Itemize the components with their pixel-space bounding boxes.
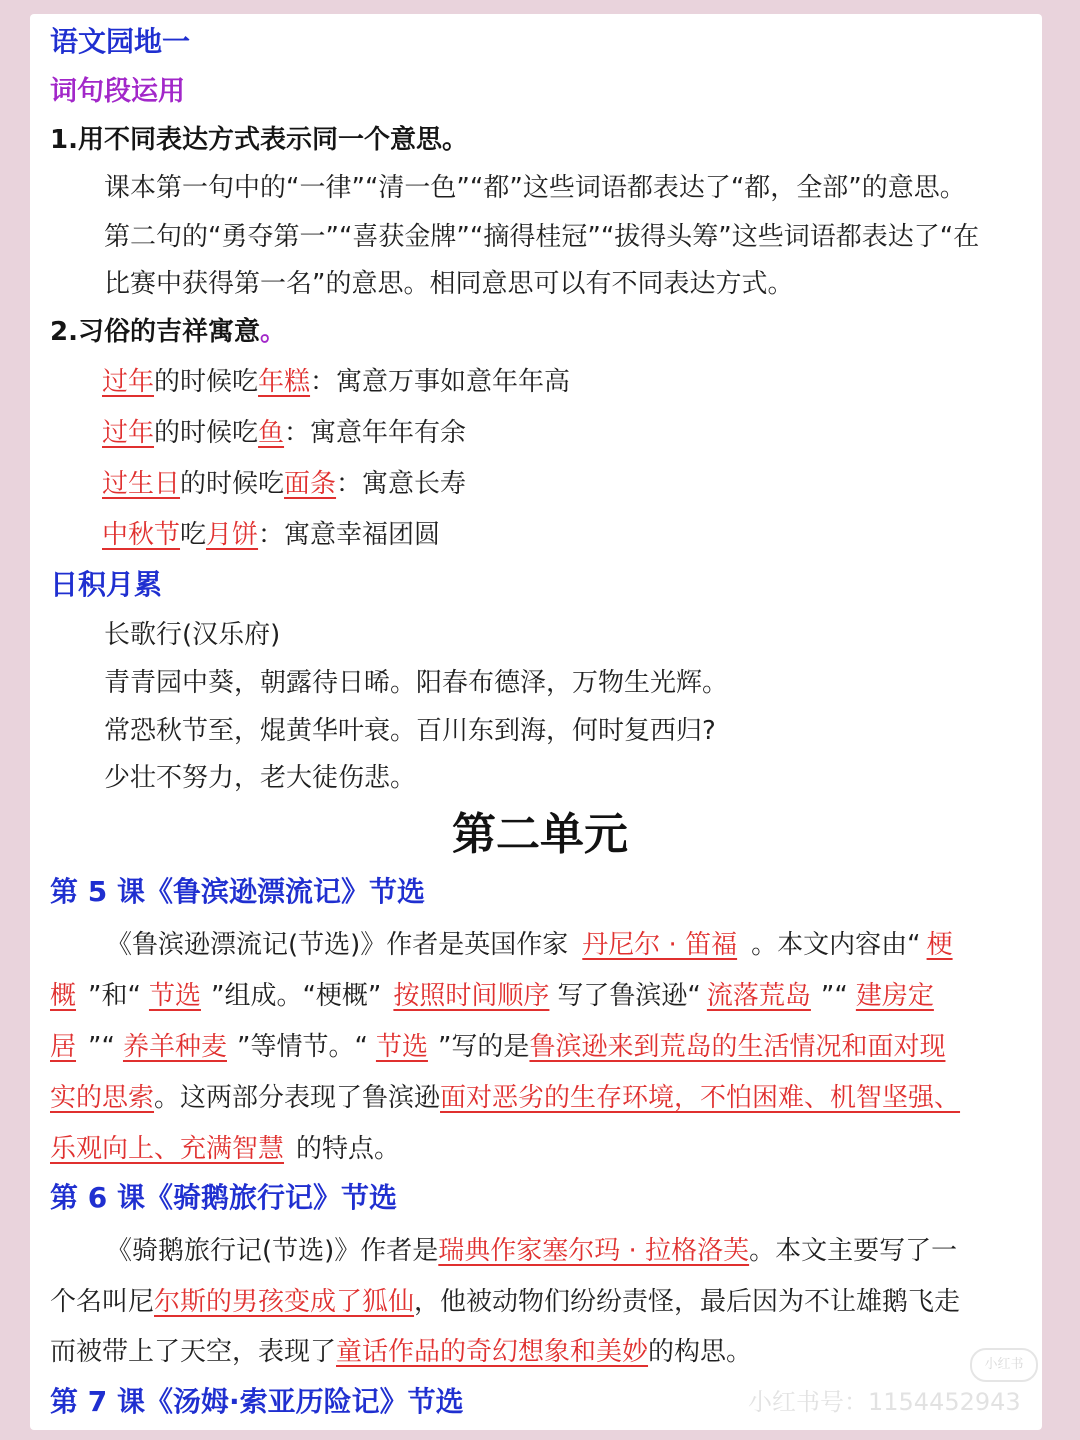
- watermark-logo: 小红书: [970, 1348, 1038, 1382]
- lesson-5-line: 《鲁滨逊漂流记(节选)》作者是英国作家 丹尼尔 · 笛福 。本文内容由“ 梗: [106, 930, 953, 960]
- subsection-title: 词句段运用: [50, 76, 185, 107]
- custom-item: 过年的时候吃鱼：寓意年年有余: [102, 418, 467, 448]
- watermark-text: 小红书号：1154452943: [748, 1388, 1021, 1416]
- accumulation-title: 日积月累: [50, 568, 163, 601]
- paragraph-line: 比赛中获得第一名”的意思。相同意思可以有不同表达方式。: [104, 269, 794, 299]
- poem-line: 青青园中葵，朝露待日晞。阳春布德泽，万物生光辉。: [104, 668, 729, 698]
- lesson-5-line: 乐观向上、充满智慧 的特点。: [50, 1134, 401, 1164]
- poem-line: 少壮不努力，老大徒伤悲。: [104, 763, 417, 793]
- lesson-5-heading: 第 5 课《鲁滨逊漂流记》节选: [50, 875, 425, 908]
- lesson-6-line: 《骑鹅旅行记(节选)》作者是瑞典作家塞尔玛 · 拉格洛芙。本文主要写了一: [106, 1236, 958, 1266]
- point-1-heading: 1.用不同表达方式表示同一个意思。: [50, 125, 468, 155]
- lesson-6-line: 个名叫尼尔斯的男孩变成了狐仙，他被动物们纷纷责怪，最后因为不让雄鹅飞走: [50, 1287, 961, 1317]
- lesson-6-heading: 第 6 课《骑鹅旅行记》节选: [50, 1181, 397, 1214]
- point-2-heading: 2.习俗的吉祥寓意。: [50, 317, 286, 347]
- unit-title: 第二单元: [452, 809, 628, 860]
- lesson-5-line: 实的思索。这两部分表现了鲁滨逊面对恶劣的生存环境，不怕困难、机智坚强、: [50, 1083, 961, 1113]
- poem-title: 长歌行(汉乐府): [104, 620, 281, 650]
- custom-item: 过生日的时候吃面条：寓意长寿: [102, 469, 467, 499]
- paragraph-line: 第二句的“勇夺第一”“喜获金牌”“摘得桂冠”“拔得头筹”这些词语都表达了“在: [104, 222, 980, 252]
- custom-item: 中秋节吃月饼：寓意幸福团圆: [102, 520, 441, 550]
- lesson-5-line: 居 ”“ 养羊种麦 ”等情节。“ 节选 ”写的是鲁滨逊来到荒岛的生活情况和面对现: [50, 1032, 946, 1062]
- poem-line: 常恐秋节至，焜黄华叶衰。百川东到海，何时复西归?: [104, 716, 716, 746]
- custom-item: 过年的时候吃年糕：寓意万事如意年年高: [102, 367, 571, 397]
- lesson-6-line: 而被带上了天空，表现了童话作品的奇幻想象和美妙的构思。: [50, 1337, 753, 1367]
- section-title: 语文园地一: [50, 25, 191, 58]
- lesson-5-line: 概 ”和“ 节选 ”组成。“梗概” 按照时间顺序 写了鲁滨逊“ 流落荒岛 ”“ 建房定: [50, 981, 934, 1011]
- paragraph-line: 课本第一句中的“一律”“清一色”“都”这些词语都表达了“都，全部”的意思。: [104, 173, 966, 203]
- lesson-7-heading: 第 7 课《汤姆·索亚历险记》节选: [50, 1385, 464, 1418]
